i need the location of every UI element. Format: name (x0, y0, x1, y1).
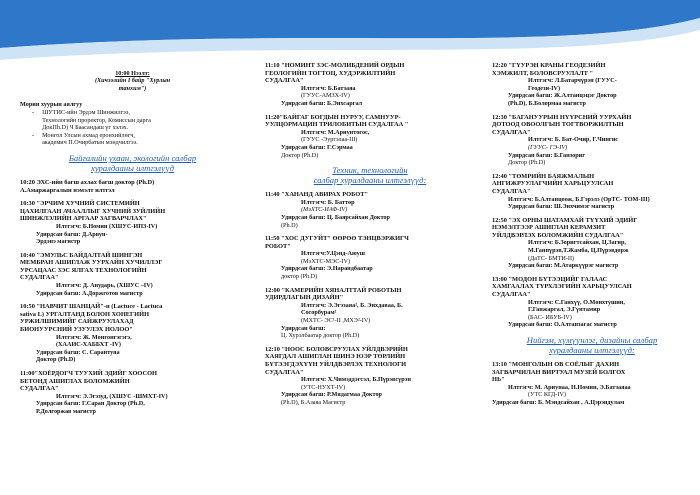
talk-title: 10:30 "ЭРЧИМ ХУЧНИЙ СИСТЕМИЙН ЦАХИЛГААН АЧААЛЛЫГ ХУЧНИЙ ЗУЙЛИЙН ШИНЖЛЭЛИЙН АРГААР ЗАГВАРЧЛАХ" (20, 200, 166, 223)
talk-title: 11:20"БАЙГАГ БОГДЫН НУРУУ, САМНУУР- УУЛЦОРМАЦИН ТРИЛОБИТЫН СУДАЛГАА " (265, 113, 409, 129)
talk-dept: (ДаТС- БМТИ-II) (528, 254, 575, 262)
section-title-technology: Техник, технологийн салбар хуралдааны илтгэлүүд: (313, 165, 427, 186)
talk-degree: доктор (Ph.D) (281, 273, 318, 281)
talk-supervisor: Удирдсан багш: А.Доржготов магистр (36, 289, 143, 297)
talk-presenter: Илтгэгч: Б.Зоригтсайхан, Ц.Загир, М.Ганпүрэв,Т.Жамба, Ц.Пүрэвдорж (528, 239, 629, 255)
talk-title: 10:20 ЭХС-ийн багш ахлах багш доктор (Ph.D) А.Амаржаргалын нэмэлт илтгэл (20, 178, 155, 194)
talk-supervisor: Удирдсан багш: Р.Мядагмаа Доктор (281, 391, 382, 399)
talk-title: 13:00 "МОДОН БҮТЭЭЦИЙГ ГАЛААС ХАМГААЛАХ ТҮРХЛЭГИЙН ХАРЬЦУУЛСАН СУДАЛГАА" (492, 275, 632, 299)
talk-dept: (УТС КГД-IV) (528, 391, 566, 399)
talk-presenter: Илтгэгч: Л.Батарчүрэн (ГУУС- Геодези-IV) (528, 77, 617, 92)
talk-title: 12:10 "НООС БОЛОВСРУУЛАХ УЙЛДВЭРИЙН ХАЯГДАЛ АШИГЛАН ШИНЭ ЮЭР ТӨРЛИЙН БҮТЭЭГДЭХҮҮН УЙЛДВЭРЛЭХ ТЕХНОЛОГИ СУДАЛГАА" (265, 345, 408, 376)
bullet-text: ШУТИС-ийн Эрдэм Шинжилгээ, Технологийн проректор, Комиссын дарга ДокПh.D) Ч Баасандаш үг хэлэх. (42, 108, 151, 132)
header-wave-decoration (0, 0, 700, 70)
talk-title: 12:40 "ТӨМРИЙН БАЯЖМАЛЫН АНГИЖРУУЛАГЧИЙН ХАРЬЦУУЛСАН СУДАЛГАА" (492, 172, 614, 195)
talk-presenter: Илтгэгч:У.Цэнд-Аюуш (301, 250, 365, 258)
talk-presenter: Илтгэгч: М.Ариунтогос, (301, 128, 370, 136)
talk-title: 12:30 "БАГАНУУРЫН НҮҮРСНИЙ УУРХАЙН ДОТООД ОВООЛГЫН ТОГТВОРЖИЛТЫН СУДАЛГАА" (492, 113, 632, 136)
talk-presenter: Илтгэгч: Б. Бат-Очир, Г.Чингис (528, 136, 619, 144)
talk-presenter: Илтгэгч: Б. Баттөр (301, 198, 355, 206)
talk-dept: (МХТС- ЭС¹-II ,МХЭ²-IV) (301, 317, 371, 325)
talk-presenter: Илтгэгч: Б.Батзаяа (301, 84, 356, 92)
talk-supervisor: Удирдсан багш: О.Алтанзагас магистр (508, 321, 617, 329)
talk-degree: Ц. Хурэлбаатар доктор (Ph.D) (281, 332, 360, 340)
bullet-item: - ШУТИС-ийн Эрдэм Шинжилгээ, Технологийн проректор, Комиссын дарга ДокПh.D) Ч Баасандаш үг хэлэх. (32, 108, 151, 132)
bullet-text: Монгол Улсын ахмад еронхийлөгч, академич П.Очирбатын мэндчилгээ. (42, 131, 138, 147)
talk-supervisor: Удирдсан багш: Б.Ганзориг (508, 151, 586, 159)
talk-supervisor: Удирдсан багш: Ц. Баярсайхан Доктор (281, 213, 390, 221)
talk-supervisor: Удирдсан багш: Д.Арвун- Эрдэнэ магистр (36, 230, 108, 246)
talk-title: 11:40 "ХАНАНД АВИРАХ РОБОТ" (265, 191, 369, 199)
talk-supervisor: Удирдсан багш: Ш.Энхчимэг магистр (508, 203, 615, 211)
talk-presenter: Илтгэгч: М. Ариунаа, Н.Номин, Э.Батзаяаа (508, 383, 631, 391)
column-2 (265, 62, 475, 407)
talk-presenter: Илтгэгч: Э.Эгэзаяа², Б. Энхдавaa, Б. Сосорбурам² (301, 301, 403, 317)
talk-title: 12:50 "ЭХ ОРНЫ ШАТАМХАЙ ТҮҮХИЙ ЭДИЙГ НЭМЭЛТЭЭР АШИГЛАН КЕРАМЗИТ УЙЛДВЭРЛЭХ БОЛОМЖИЙН СУДАЛГАА" (492, 216, 638, 239)
talk-degree: Доктор (Ph.D) (508, 159, 546, 167)
column-3 (492, 62, 692, 407)
talk-dept: (ГУУС -Эургэлаа-III) (301, 136, 358, 144)
talk-dept: (МэХТС-ИАФ-IV) (301, 206, 348, 214)
opening-place: (Хичээлийн I байр "Хурлын танхим") (94, 77, 171, 92)
talk-title: 11:50 "ХОС ДУГУЙТ" ӨӨРӨӨ ТЭНЦВЭРЖИГЧ РОБОТ" (265, 235, 409, 250)
talk-title: 13:10 "МОНГОЛЫН ОВ СОЁЛЫГ ДАХИН ЗАГВАРЧИЛАН ВИРТУАЛ МУЗЕЙ БОЛГОХ НЬ" (492, 361, 626, 384)
talk-presenter: Илтгэгч: Ж. Монгонгэгэгэ, (ХААИС-ХАББХТ -IV) (56, 333, 132, 349)
talk-supervisor: Удирдсан багш: Э.Нарандбаатар (281, 265, 373, 273)
talk-title: 11:10 "НОМИНТ ЗЭС-МОЛИБДЕНИЙ ОРДЫН ГЕОЛОГИЙН ТОГТОЦ, ХУДЭРЖИЛТИЙН СУДАЛГАА" (265, 62, 405, 85)
talk-presenter: Илтгэгч: Б.Алтанцоож, Б.Гэрэлэ (ОрТС- ТОМ-III) (508, 195, 650, 203)
opening-heading (20, 62, 245, 92)
talk-supervisor: Удирдсан багш: Г.Саран Доктор (Ph.D, Р.Долгоржав магистр (36, 400, 145, 415)
talk-supervisor: Удирдсан багш: Б. Мэндсайхан , А.Цэрэндулам (492, 398, 625, 406)
talk-dept: (БАС- ИБУБ-IV) (528, 313, 572, 321)
talk-dept: (ГУУС- ГЭ-IV) (528, 143, 568, 151)
opening-time: 10:00 Нээлт: (115, 69, 150, 77)
bullet-item: - Монгол Улсын ахмад еронхийлөгч, академич П.Очирбатын мэндчилгээ. (32, 131, 138, 147)
talk-degree: Доктор (Ph.D) (281, 151, 319, 159)
talk-dept: (УТС-НУХТ-IV) (301, 383, 346, 391)
talk-presenter: Илтгэгч: Б.Номин (ХШУС-ИПЗ-IV) (56, 222, 158, 230)
talk-degree: (Ph.D), Б.Азаяа Магистр (281, 398, 346, 406)
talk-dept: (ГУУС-АМЗХ-IV) (301, 92, 350, 100)
talk-presenter: Илтгэгч: Х.Чимэддэгсэл, Б.Пүрэвсүрэн (301, 376, 411, 384)
talk-title: 12:00 "КАМЕРИЙН ХЯНАЛТТАЙ РОБОТЫН УДИРДЛАГЫН ДИЗАЙН" (265, 286, 402, 302)
column-1 (20, 62, 245, 416)
section-title-humanities: Нийгэм, хүмүүнлэг, дизайны салбар хуралдааны илтгэлүүд: (526, 335, 658, 355)
talk-title: 11:00"ХОЁРДОГЧ ТУУХИЙ ЭДИЙГ ХООСОН БЕТОНД АШИГЛАХ БОЛОМЖИЙН СУДАЛГАА" (20, 370, 158, 393)
talk-supervisor: Удирдсан багш: Ж.Алтанцэцэг Доктор (Ph.D), Б.Болормаа магистр (508, 92, 617, 107)
talk-supervisor: Удирдсан багш: (281, 324, 326, 332)
talk-supervisor: Удирдсан багш: М.Атаркүүрэг магистр (508, 262, 619, 270)
talk-presenter: Илтгэгч: Д. Анударь, (ХШУС –IV) (56, 282, 153, 290)
talk-presenter: Илтгэгч: С.Ганхүү, О.Мөнхтушин, Г.Ганжаргал, Э.Гүнтамир (528, 298, 625, 314)
talk-title: 10:50 "НАВЧИТ ШАНЦАЙ"-н (Lactuce - Lactuca sativa L) УРГАЛТАНД БОЛОН ХОНЕГИЙН УРЖИЛШИМИЙГ САЙЖРУУЛАХАД БИОНУУРСНИЙ УЗУУЛЭХ НОЛОО" (20, 303, 163, 334)
talk-title: 12:20 "ГҮУРЭН КРАНЫ ГЕОДЕЗИЙН ХЭМЖИЛТ, БОЛОВСРУУЛАЛТ " (492, 62, 606, 77)
talk-supervisor: Удирдсан багш: С. Сарантуяа Доктор (Ph.D) (36, 348, 120, 364)
talk-supervisor: Удирдсан багш: Б.Энхсаргал (281, 99, 363, 107)
talk-presenter: Илтгэгч: Э.Эгэзуд, (ХШУС -ШМХТ-IV) (56, 392, 168, 400)
talk-title: 10:40 "ЭМУЛЬС БАЙДАЛТАЙ ШИНГЭН МЕМБРАН АШИГЛАЖ УУРХАЙН ХУЧИЛЛЭГ УРСАЦААС ЗЭС ЯЛГАХ ТЕХНОЛОГИЙН СУДАЛГАА" (20, 251, 163, 282)
talk-supervisor: Удирдсан багш: Г.Сэрмаа (281, 143, 353, 151)
chair-label: Морин хуурын аялгуу (20, 101, 83, 109)
talk-dept: (МэХТС-МЭС-IV) (301, 257, 351, 265)
section-title-nature: Байгалийн ухаан, экологийн салбар хуралдааны илтгэлүүд (68, 152, 197, 173)
talk-degree: (Ph.D) (281, 221, 298, 229)
